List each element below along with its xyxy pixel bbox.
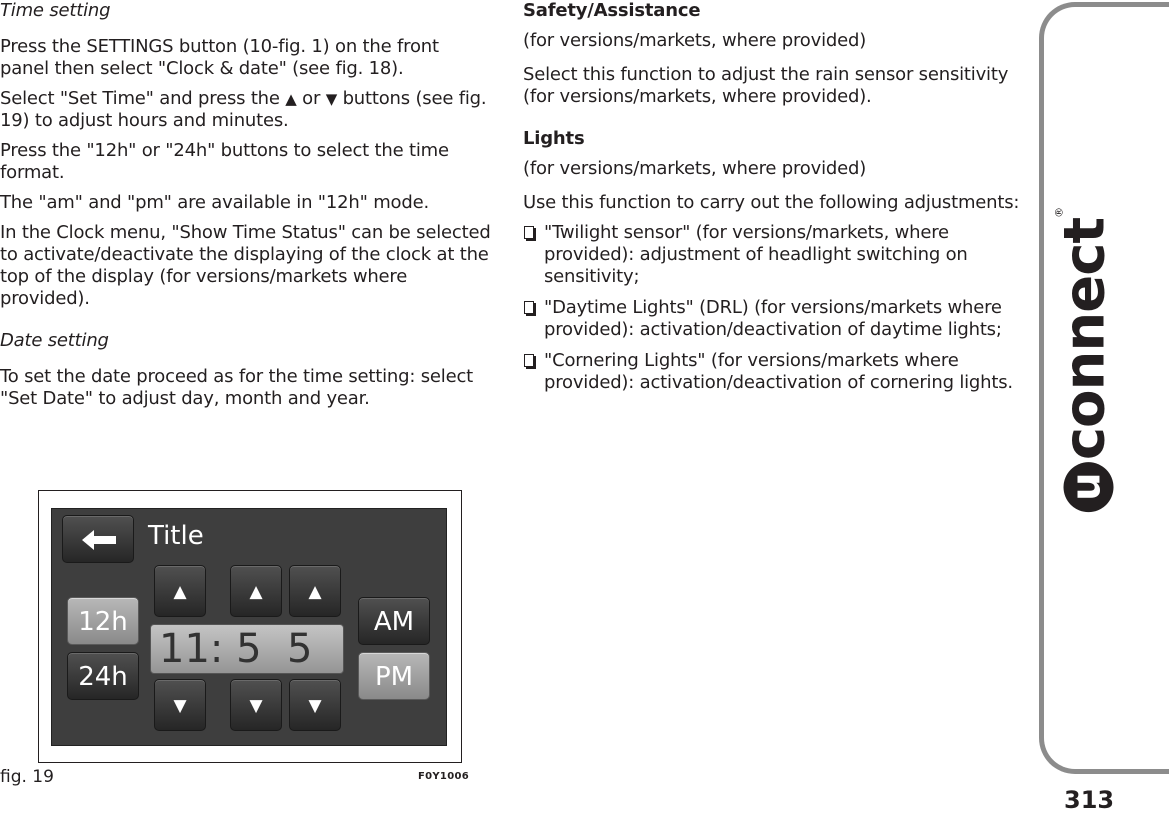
figure-code: F0Y1006 — [418, 771, 469, 782]
minute-units-down-button[interactable] — [289, 679, 341, 731]
checkbox-bullet-icon — [524, 301, 534, 314]
12h-button[interactable]: 12h — [67, 597, 139, 645]
paragraph — [0, 88, 492, 132]
logo-wordmark — [1053, 208, 1118, 512]
up-triangle-icon: ▲ — [285, 90, 297, 108]
list-item — [523, 350, 1028, 394]
left-column — [0, 0, 492, 418]
up-arrow-icon: ▲ — [249, 582, 263, 602]
time-display: 11: 5 5 — [150, 624, 344, 674]
up-arrow-icon: ▲ — [308, 582, 322, 602]
list-item — [523, 297, 1028, 341]
figure-frame — [38, 490, 462, 763]
paragraph: Use this function to carry out the following adjustments: — [523, 192, 1020, 213]
screen-title: Title — [148, 521, 204, 551]
uconnect-logo — [1054, 200, 1116, 520]
up-arrow-icon: ▲ — [173, 582, 187, 602]
paragraph: To set the date proceed as for the time setting: select "Set Date" to adjust day, month and year. — [0, 366, 474, 409]
list-item-text: "Cornering Lights" (for versions/markets where provided): activation/deactivation of cornering lights. — [544, 350, 1013, 393]
safety-assistance-heading: Safety/Assistance — [523, 0, 701, 21]
paragraph: The "am" and "pm" are available in "12h" mode. — [0, 192, 429, 213]
date-setting-heading: Date setting — [0, 330, 109, 351]
down-arrow-icon: ▼ — [173, 696, 187, 716]
minute-tens-up-button[interactable] — [230, 565, 282, 617]
logo-u-circle-icon: u — [1063, 462, 1113, 512]
paragraph: Press the SETTINGS button (10-fig. 1) on the front panel then select "Clock & date" (see fig. 18). — [0, 36, 439, 79]
paragraph: Select this function to adjust the rain sensor sensitivity (for versions/markets, where provided). — [523, 64, 1009, 107]
time-setting-heading: Time setting — [0, 0, 111, 21]
24h-button[interactable]: 24h — [67, 652, 139, 700]
safety-subheading: (for versions/markets, where provided) — [523, 30, 867, 51]
hour-down-button[interactable] — [154, 679, 206, 731]
registered-mark: ® — [1052, 207, 1066, 218]
minute-units-up-button[interactable] — [289, 565, 341, 617]
paragraph: In the Clock menu, "Show Time Status" can be selected to activate/deactivate the displaying of the clock at the top of the display (for versions/markets where provided). — [0, 222, 491, 309]
paragraph: Press the "12h" or "24h" buttons to select the time format. — [0, 140, 449, 183]
text-run: Select "Set Time" and press the — [0, 88, 286, 109]
back-button[interactable] — [62, 515, 134, 563]
down-arrow-icon: ▼ — [249, 696, 263, 716]
hour-up-button[interactable] — [154, 565, 206, 617]
pm-button[interactable]: PM — [358, 652, 430, 700]
am-button[interactable]: AM — [358, 597, 430, 645]
list-item-text: "Twilight sensor" (for versions/markets, where provided): adjustment of headlight switching on sensitivity; — [544, 222, 968, 287]
text-run: buttons (see fig. 19) to adjust hours and minutes. — [0, 88, 487, 131]
down-triangle-icon: ▼ — [325, 90, 338, 108]
logo-text: connect — [1052, 217, 1118, 461]
figure-label: fig. 19 — [0, 767, 54, 787]
page-number: 313 — [1064, 786, 1115, 814]
lights-subheading: (for versions/markets, where provided) — [523, 158, 867, 179]
text-run: or — [296, 88, 326, 109]
lights-adjustment-list — [523, 222, 1028, 394]
list-item-text: "Daytime Lights" (DRL) (for versions/markets where provided): activation/deactivation of daytime lights; — [544, 297, 1002, 340]
clock-setting-screen — [51, 508, 447, 746]
checkbox-bullet-icon — [524, 354, 534, 367]
back-arrow-icon — [82, 530, 116, 550]
down-arrow-icon: ▼ — [308, 696, 322, 716]
lights-heading: Lights — [523, 128, 585, 149]
right-column — [523, 0, 1028, 403]
checkbox-bullet-icon — [524, 226, 534, 239]
minute-tens-down-button[interactable] — [230, 679, 282, 731]
list-item — [523, 222, 1028, 288]
